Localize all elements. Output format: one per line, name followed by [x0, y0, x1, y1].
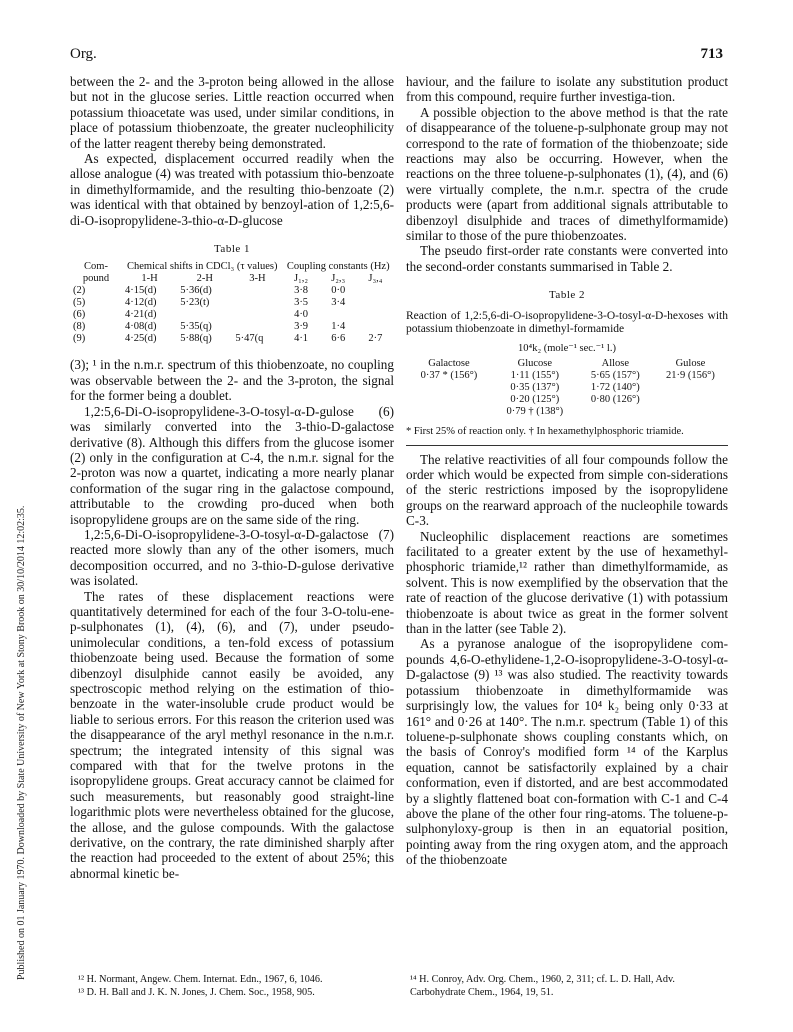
paragraph: The pseudo first-order rate constants were converted into the second-order constants summarised in Table 2.	[406, 243, 728, 274]
table-cell: 3·4	[331, 297, 346, 309]
right-column	[406, 74, 728, 868]
left-column	[70, 74, 394, 881]
paragraph: 1,2:5,6-Di-O-isopropylidene-3-O-tosyl-α-D-galactose (7) reacted more slowly than any of the other isomers, much decomposition occurred, and no 3-thio-D-gulose derivative was isolated.	[70, 526, 394, 589]
table-unit: 10⁴k₂ (mole⁻¹ sec.⁻¹ l.)	[518, 342, 616, 354]
footnote: ¹² H. Normant, Angew. Chem. Internat. Edn., 1967, 6, 1046.	[78, 974, 323, 985]
footnote: ¹³ D. H. Ball and J. K. N. Jones, J. Chem. Soc., 1958, 905.	[78, 986, 315, 998]
table-cell: 4·21(d)	[125, 309, 157, 321]
table-cell	[406, 406, 492, 418]
column-header: Glucose	[517, 358, 553, 370]
table-cell	[653, 382, 728, 394]
paragraph: (3); ¹ in the n.m.r. spectrum of this thiobenzoate, no coupling was observable between the 2- and the 3-proton, the signal for the former being a doublet.	[70, 357, 394, 404]
column-group-header: Chemical shifts in CDCl₃ (τ values)	[127, 261, 278, 273]
table-cell	[177, 309, 232, 321]
paragraph: As a pyranose analogue of the isopropylidene com-pounds 4,6-O-ethylidene-1,2-O-isopropylidene-3-O-tosyl-α-D-galactose (9) ¹³ was also studied. The reactivity towards potassium thiobenzoate in dimethylformamide was surprisingly low, the values for 10⁴ k₂ being only 0·33 at 161° and 0·26 at 140°. The n.m.r. spectrum (Table 1) of this toluene-p-sulphonate shows coupling constants which, on the basis of Conroy's modified form ¹⁴ of the Karplus equation, cannot be satisfactorily explained by a chair conformation, even if distorted, and are best accommodated by a slightly flattened boat con-formation with C-1 and C-4 above the plane of the other four ring-atoms. The toluene-p-sulphonyloxy-group is then in an equatorial position, pointing away from the ring oxygen atom, and the approach of the thiobenzoate	[406, 636, 728, 868]
table-cell: 2·7	[368, 333, 383, 345]
table-cell	[406, 394, 492, 406]
paragraph: The rates of these displacement reactions were quantitatively determined for each of the four 3-O-tolu-ene-p-sulphonates (1), (4), (6), and (7), under pseudo-unimolecular conditions, a ten-fold excess of potassium thiobenzoate being used. Because the formation of some dibenzoyl disulphide cannot easily be avoided, any spectroscopic method relying on the estimation of thio-benzoate in the water-insoluble crude product would be liable to serious errors. For this reason the criterion used was the disappearance of the aryl methyl resonance in the n.m.r. spectrum; the integrated intensity of this signal was compared with that for the twelve protons in the isopropylidene groups. Great accuracy cannot be claimed for such measurements, but reasonably good straight-line logarithmic plots were nevertheless obtained for the glucose, the allose, and the gulose compounds. With the galactose derivative, on the contrary, the rate diminished sharply after the reaction had proceeded to the extent of about 25%; this abnormal kinetic be-	[70, 588, 394, 881]
paragraph: 1,2:5,6-Di-O-isopropylidene-3-O-tosyl-α-D-gulose (6) was similarly converted into the 3-thio-D-galactose derivative (8). Although this differs from the glucose isomer (2) only in the configuration at C-4, the n.m.r. signal for the 2-proton was now a quartet, indicating a more nearly planar conformation of the sugar ring in the galactose compound, attributable to the crowding pro-duced when both isopropylidene groups are on the same side of the ring.	[70, 403, 394, 527]
table-cell: 3·5	[294, 297, 309, 309]
paragraph: haviour, and the failure to isolate any substitution product from this compound, require further investiga-tion.	[406, 74, 728, 105]
table-cell: 4·1	[294, 333, 309, 345]
column-header: 3-H	[249, 273, 266, 285]
table-cell: 1·11 (155°)	[510, 370, 560, 382]
page-number: 713	[700, 46, 723, 62]
table-cell: 0·80 (126°)	[590, 394, 640, 406]
table-cell: (6)	[73, 309, 86, 321]
table-cell	[232, 309, 282, 321]
table-row	[70, 321, 394, 333]
table-caption: Table 2	[548, 289, 586, 302]
page-header	[70, 46, 723, 66]
table-cell: 5·47(q	[235, 333, 264, 345]
column-group-header: Coupling constants (Hz)	[286, 261, 390, 273]
table-cell: 0·35 (137°)	[510, 382, 560, 394]
table-cell	[357, 285, 394, 297]
table-row	[70, 333, 394, 345]
table-cell	[232, 321, 282, 333]
table-row	[406, 370, 728, 382]
table-row	[70, 297, 394, 309]
column-header: Allose	[601, 358, 630, 370]
table-cell	[357, 321, 394, 333]
table-title: Reaction of 1,2:5,6-di-O-isopropylidene-3-O-tosyl-α-D-hexoses with potassium thiobenzoate in dimethyl-formamide	[406, 309, 728, 336]
table-cell: 0·0	[331, 285, 346, 297]
table-cell: 4·12(d)	[125, 297, 157, 309]
rate-table	[406, 358, 728, 418]
table-cell	[653, 406, 728, 418]
paragraph: Nucleophilic displacement reactions are sometimes facilitated to a greater extent by the use of hexamethyl-phosphoric triamide,¹² rather than dimethylformamide, as solvent. This is now exemplified by the observation that the rate of reaction of the glucose derivative (1) with potassium thiobenzoate is about twice as great in the former solvent than in the latter (see Table 2).	[406, 528, 728, 637]
column-header: 2-H	[196, 273, 213, 285]
table-row	[70, 285, 394, 297]
column-header: Com-pound	[82, 261, 110, 285]
table-footnote: * First 25% of reaction only. † In hexamethylphosphoric triamide.	[406, 426, 684, 438]
paragraph: A possible objection to the above method is that the rate of disappearance of the toluene-p-sulphonate group may not correspond to the rate of formation of the thiobenzoate; side reactions may also be occurring. However, when the reactions on the three toluene-p-sulphonates (1), (4), and (6) were virtually complete, the n.m.r. spectra of the crude products were (apart from additional signals attributable to dibenzoyl disulphide and traces of dimethylformamide) similar to those of the pure thiobenzoates.	[406, 104, 728, 244]
column-header: J₂,₃	[331, 273, 346, 285]
column-header: J₁,₂	[294, 273, 309, 285]
table-cell: 0·20 (125°)	[510, 394, 560, 406]
table-cell: (5)	[73, 297, 86, 309]
footnote: ¹⁴ H. Conroy, Adv. Org. Chem., 1960, 2, 311; cf. L. D. Hall, Adv. Carbohydrate Chem., 1964, 19, 51.	[410, 974, 675, 998]
table-cell	[653, 394, 728, 406]
table-cell: 3·9	[294, 321, 309, 333]
table-cell: 1·72 (140°)	[590, 382, 640, 394]
table-caption: Table 1	[213, 243, 251, 256]
table-cell: (2)	[73, 285, 86, 297]
table-cell: 6·6	[331, 333, 346, 345]
table-cell: 5·36(d)	[180, 285, 212, 297]
table-cell	[232, 285, 282, 297]
table-cell	[357, 297, 394, 309]
table-row	[70, 309, 394, 321]
nmr-table	[70, 261, 394, 345]
table-cell: 4·08(d)	[125, 321, 157, 333]
table-cell: 3·8	[294, 285, 309, 297]
paragraph: between the 2- and the 3-proton being allowed in the allose but not in the glucose series. Little reaction occurred when potassium thioacetate was used, under similar conditions, in place of potassium thiobenzoate, the greater nucleophilicity of the latter reagent thereby being demonstrated.	[70, 74, 394, 151]
table-row	[406, 406, 728, 418]
column-header: 1-H	[141, 273, 158, 285]
download-watermark	[4, 40, 27, 980]
table-1	[70, 242, 394, 345]
table-cell	[406, 382, 492, 394]
table-cell: 4·25(d)	[125, 333, 157, 345]
table-cell: 0·79 † (138°)	[506, 406, 564, 418]
table-cell: 5·88(q)	[180, 333, 212, 345]
column-header: J₃,₄	[368, 273, 383, 285]
footnotes-left	[78, 974, 398, 999]
table-cell	[232, 297, 282, 309]
table-cell: 4·15(d)	[125, 285, 157, 297]
table-cell	[578, 406, 653, 418]
table-cell	[357, 309, 394, 321]
table-cell: 0·37 * (156°)	[420, 370, 478, 382]
table-cell: 5·23(t)	[180, 297, 210, 309]
table-cell: (9)	[73, 333, 86, 345]
table-cell: 5·35(q)	[180, 321, 212, 333]
table-row	[406, 394, 728, 406]
table-cell	[320, 309, 357, 321]
column-header: Galactose	[428, 358, 470, 370]
divider	[406, 445, 728, 446]
table-cell: (8)	[73, 321, 86, 333]
download-notice: Published on 01 January 1970. Downloaded by State University of New York at Stony Brook on 30/10/2014 12:02:35.	[16, 505, 27, 980]
table-2	[406, 288, 728, 445]
paragraph: As expected, displacement occurred readily when the allose analogue (4) was treated with potassium thio-benzoate in dimethylformamide, and the resulting thio-benzoate (2) was identical with that obtained by benzoyl-ation of 1,2:5,6-di-O-isopropylidene-3-thio-α-D-glucose	[70, 151, 394, 228]
footnotes-right	[410, 974, 730, 999]
column-header: Gulose	[675, 358, 706, 370]
table-cell: 4·0	[294, 309, 309, 321]
journal-section: Org.	[70, 46, 97, 62]
table-cell: 5·65 (157°)	[590, 370, 640, 382]
paragraph: The relative reactivities of all four compounds follow the order which would be expected from simple con-siderations of the steric restrictions imposed by the isopropylidene groups on the rearward approach of the nucleophile towards C-3.	[406, 451, 728, 529]
table-row	[406, 382, 728, 394]
table-cell: 21·9 (156°)	[666, 370, 715, 382]
table-cell: 1·4	[331, 321, 346, 333]
